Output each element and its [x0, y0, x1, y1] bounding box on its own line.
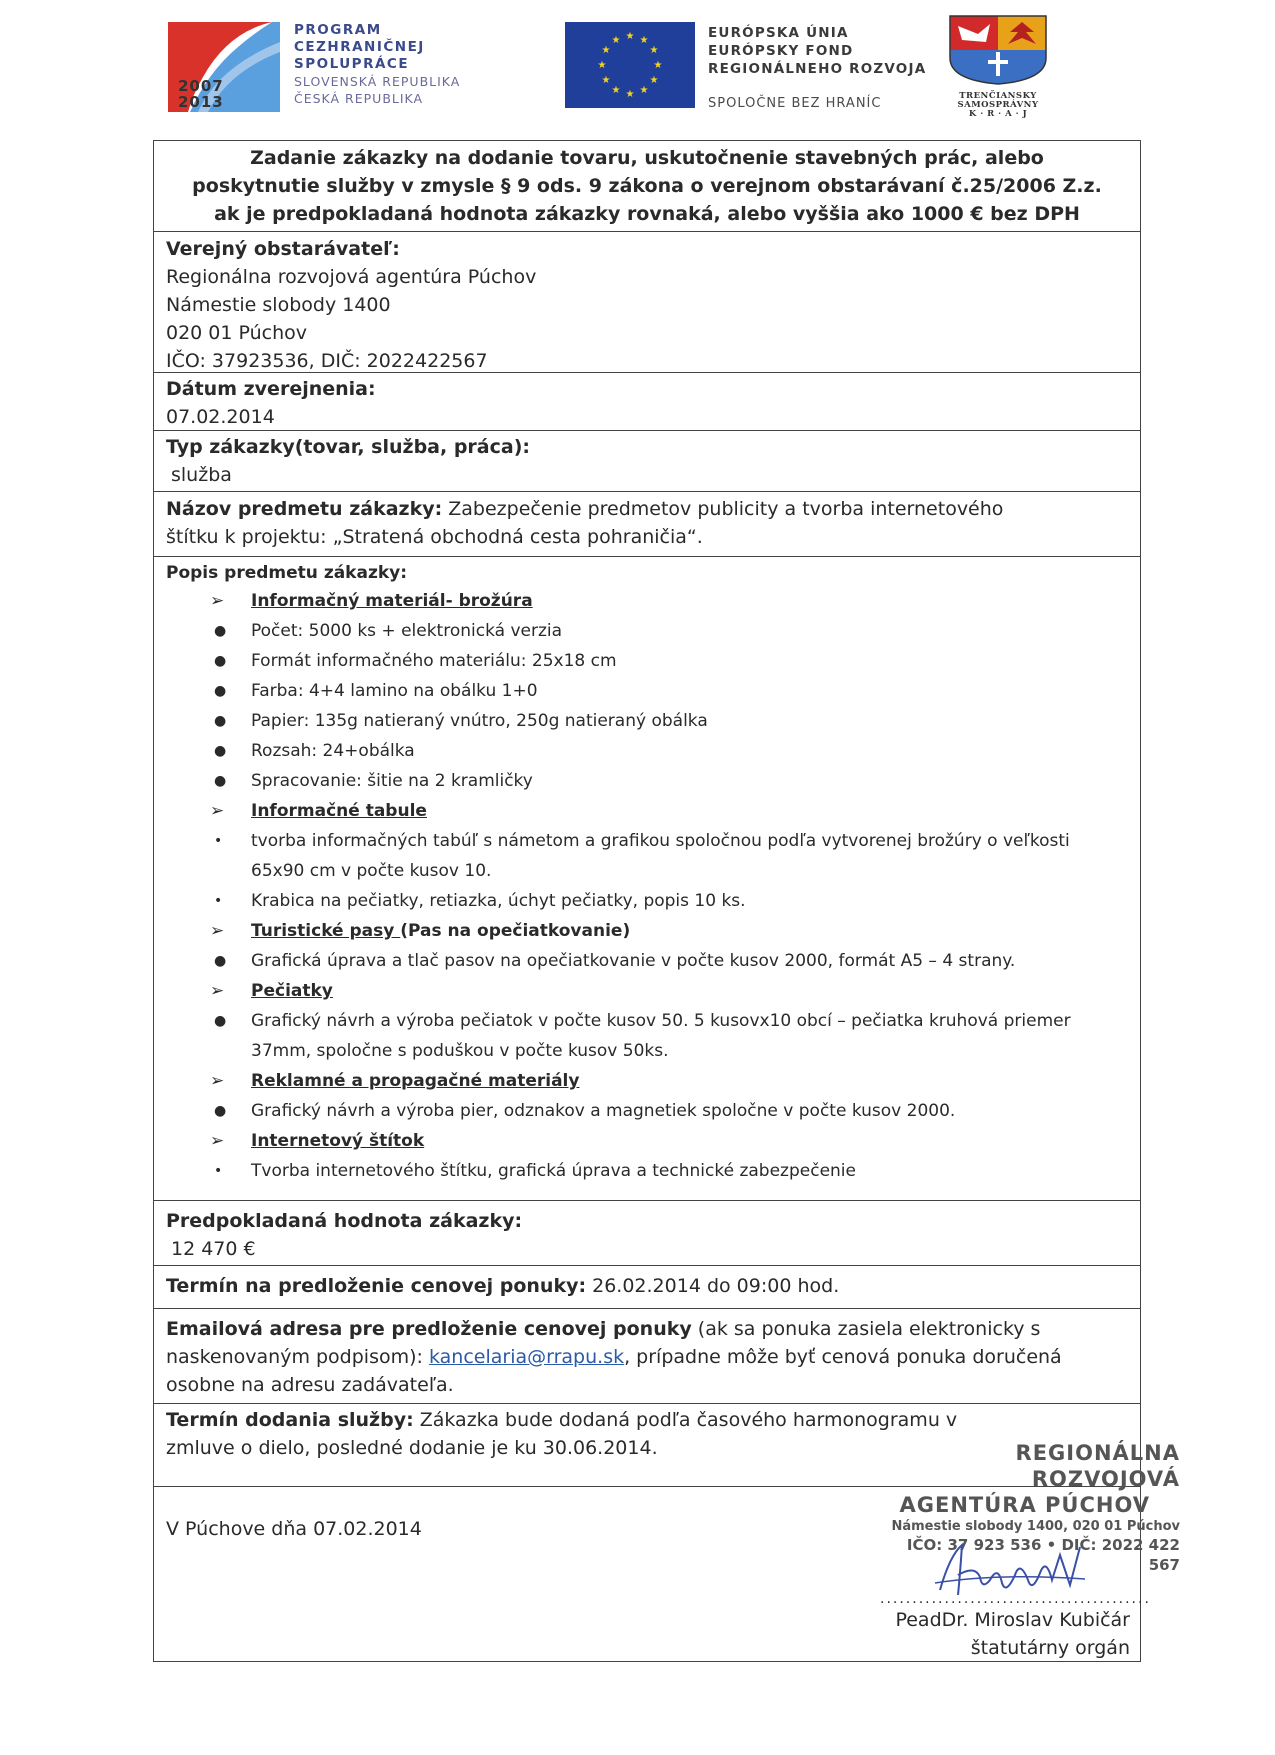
bullet-icon: • — [214, 833, 223, 849]
kraj-text — [948, 92, 1048, 119]
bullet-icon: ● — [214, 1103, 227, 1119]
obstaravatel-label: Verejný obstarávateľ: — [166, 238, 400, 260]
item-text: Tvorba internetového štítku, grafická úprava a technické zabezpečenie — [251, 1161, 856, 1181]
bullet-icon: ● — [214, 683, 227, 699]
eu-flag-icon — [565, 22, 695, 108]
bullet-icon: ● — [214, 653, 227, 669]
kraj-line1: TRENČIANSKY — [959, 91, 1037, 101]
kraj-line3: K · R · A · J — [968, 109, 1028, 119]
eu-line1: EURÓPSKA ÚNIA — [708, 25, 849, 41]
obstaravatel-ids: IČO: 37923536, DIČ: 2022422567 — [166, 350, 488, 372]
obstaravatel-street: Námestie slobody 1400 — [166, 294, 391, 316]
bullet-icon: • — [214, 1163, 223, 1179]
datum-label: Dátum zverejnenia: — [166, 378, 376, 400]
eu-logo — [565, 22, 965, 114]
list-item — [166, 1006, 1128, 1066]
section-heading — [166, 796, 1128, 826]
email-link[interactable]: kancelaria@rrapu.sk — [428, 1346, 625, 1368]
list-item — [166, 886, 1128, 916]
termin-ponuky-label: Termín na predloženie cenovej ponuky: — [166, 1275, 587, 1297]
program-logo — [168, 22, 508, 114]
kraj-logo — [948, 14, 1052, 124]
stamp-line3: Námestie slobody 1400, 020 01 Púchov — [891, 1519, 1180, 1534]
place-date: V Púchove dňa 07.02.2014 — [166, 1518, 422, 1540]
tender-form — [153, 140, 1151, 1662]
section-heading — [166, 586, 1128, 616]
svg-text:★: ★ — [611, 85, 621, 96]
item-text: Papier: 135g natieraný vnútro, 250g natieraný obálka — [251, 711, 708, 731]
kraj-coat-of-arms-icon — [948, 14, 1048, 86]
item-text: Formát informačného materiálu: 25x18 cm — [251, 651, 617, 671]
obstaravatel-name: Regionálna rozvojová agentúra Púchov — [166, 266, 537, 288]
nazov-value: Zabezpečenie predmetov publicity a tvorba internetového štítku k projektu: „Stratená obchodná cesta pohraničia“. — [166, 498, 1004, 548]
program-country2: ČESKÁ REPUBLIKA — [294, 91, 424, 106]
stamp-line2: AGENTÚRA PÚCHOV — [899, 1493, 1150, 1517]
signer-name: PeadDr. Miroslav Kubičár — [895, 1609, 1130, 1631]
nazov-label: Názov predmetu zákazky: — [166, 498, 443, 520]
item-text: Farba: 4+4 lamino na obálku 1+0 — [251, 681, 538, 701]
arrow-bullet-icon: ➢ — [210, 1071, 225, 1091]
form-title: Zadanie zákazky na dodanie tovaru, uskutočnenie stavebných prác, alebo poskytnutie služby v zmysle § 9 ods. 9 zákona o verejnom obstarávaní č.25/2006 Z.z. ak je predpokladaná hodnota zákazky rovnaká, alebo vyššia ako 1000 € bez DPH — [192, 147, 1102, 225]
termin-dodania-label: Termín dodania služby: — [166, 1409, 414, 1431]
bullet-icon: • — [214, 893, 223, 909]
list-item — [166, 1156, 1128, 1186]
termin-ponuky-value: 26.02.2014 do 09:00 hod. — [586, 1275, 840, 1297]
list-item — [166, 616, 1128, 646]
email-text-before: (ak sa ponuka zasiela elektronicky s naskenovaným podpisom): — [166, 1318, 1041, 1368]
signer-block — [880, 1591, 1151, 1662]
popis-list — [166, 586, 1128, 1186]
popis-row — [154, 557, 1140, 1201]
section-heading — [166, 1066, 1128, 1096]
list-item — [166, 736, 1128, 766]
obstaravatel-row — [154, 232, 1140, 373]
list-item — [166, 706, 1128, 736]
program-country1: SLOVENSKÁ REPUBLIKA — [294, 74, 461, 89]
list-item — [166, 826, 1128, 886]
program-year-start: 2007 — [178, 77, 224, 95]
stamp-line4: IČO: 37 923 536 • DIČ: 2022 422 567 — [906, 1536, 1180, 1574]
program-line1: PROGRAM — [294, 22, 382, 38]
bullet-icon: ● — [214, 953, 227, 969]
program-line3: SPOLUPRÁCE — [294, 56, 410, 72]
kraj-line2: SAMOSPRÁVNY — [957, 100, 1039, 110]
program-text — [294, 22, 460, 107]
item-text: Internetový štítok — [251, 1131, 425, 1151]
item-text: Krabica na pečiatky, retiazka, úchyt pečiatky, popis 10 ks. — [251, 891, 746, 911]
datum-value: 07.02.2014 — [166, 406, 275, 428]
item-text: Informačné tabule — [251, 801, 427, 821]
item-extra: (Pas na opečiatkovanie) — [400, 921, 631, 941]
item-text: Informačný materiál- brožúra — [251, 591, 533, 611]
list-item — [166, 766, 1128, 796]
email-label: Emailová adresa pre predloženie cenovej ponuky — [166, 1318, 692, 1340]
hodnota-label: Predpokladaná hodnota zákazky: — [166, 1210, 523, 1232]
email-text-after: , prípadne môže byť cenová ponuka doručená osobne na adresu zadávateľa. — [166, 1346, 1062, 1396]
arrow-bullet-icon: ➢ — [210, 801, 225, 821]
svg-text:★: ★ — [625, 89, 635, 100]
item-text: Grafická úprava a tlač pasov na opečiatkovanie v počte kusov 2000, formát A5 – 4 strany. — [251, 951, 1016, 971]
item-text: Reklamné a propagačné materiály — [251, 1071, 580, 1091]
program-line2: CEZHRANIČNEJ — [294, 39, 425, 55]
svg-text:★: ★ — [649, 75, 659, 86]
arrow-bullet-icon: ➢ — [210, 981, 225, 1001]
section-heading — [166, 1126, 1128, 1156]
list-item — [166, 946, 1128, 976]
svg-text:★: ★ — [601, 75, 611, 86]
svg-text:★: ★ — [597, 60, 607, 71]
svg-text:★: ★ — [639, 85, 649, 96]
arrow-bullet-icon: ➢ — [210, 921, 225, 941]
item-text: Počet: 5000 ks + elektronická verzia — [251, 621, 563, 641]
bullet-icon: ● — [214, 743, 227, 759]
typ-label: Typ zákazky(tovar, služba, práca): — [166, 436, 530, 458]
termin-ponuky-row — [154, 1266, 1140, 1309]
signer-role: štatutárny orgán — [970, 1637, 1130, 1659]
obstaravatel-city: 020 01 Púchov — [166, 322, 308, 344]
item-text: tvorba informačných tabúľ s námetom a grafikou spoločnou podľa vytvorenej brožúry o veľkosti 65x90 cm v počte kusov 10. — [251, 831, 1070, 881]
eu-line2: EURÓPSKY FOND — [708, 43, 854, 59]
hodnota-row — [154, 1201, 1140, 1266]
list-item — [166, 1096, 1128, 1126]
form-title-row — [154, 141, 1140, 232]
svg-text:★: ★ — [625, 31, 635, 42]
typ-row — [154, 431, 1140, 492]
svg-text:★: ★ — [649, 45, 659, 56]
popis-label: Popis predmetu zákazky: — [166, 563, 408, 583]
section-heading — [166, 916, 1128, 946]
bullet-icon: ● — [214, 773, 227, 789]
eu-slogan: SPOLOČNE BEZ HRANÍC — [708, 96, 882, 111]
nazov-row — [154, 492, 1140, 557]
bullet-icon: ● — [214, 1013, 227, 1029]
typ-value: služba — [171, 464, 232, 486]
eu-text — [708, 24, 926, 111]
svg-text:★: ★ — [611, 35, 621, 46]
item-text: Grafický návrh a výroba pier, odznakov a magnetiek spoločne v počte kusov 2000. — [251, 1101, 956, 1121]
eu-line3: REGIONÁLNEHO ROZVOJA — [708, 61, 927, 77]
list-item — [166, 646, 1128, 676]
item-text: Turistické pasy — [251, 921, 401, 941]
item-text: Spracovanie: šitie na 2 kramličky — [251, 771, 533, 791]
bullet-icon: ● — [214, 713, 227, 729]
item-text: Rozsah: 24+obálka — [251, 741, 415, 761]
item-text: Grafický návrh a výroba pečiatok v počte kusov 50. 5 kusovx10 obcí – pečiatka kruhová priemer 37mm, spoločne s poduškou v počte kusov 50ks. — [251, 1011, 1071, 1061]
svg-text:★: ★ — [639, 35, 649, 46]
section-heading — [166, 976, 1128, 1006]
program-years — [178, 78, 224, 110]
email-row — [154, 1309, 1140, 1404]
datum-row — [154, 373, 1140, 431]
stamp-line1: REGIONÁLNA ROZVOJOVÁ — [1015, 1441, 1180, 1491]
arrow-bullet-icon: ➢ — [210, 1131, 225, 1151]
program-year-end: 2013 — [178, 93, 224, 111]
item-text: Pečiatky — [251, 981, 333, 1001]
svg-text:★: ★ — [653, 60, 663, 71]
svg-text:★: ★ — [601, 45, 611, 56]
signature-line: .......................................... — [880, 1591, 1151, 1607]
hodnota-value: 12 470 € — [171, 1238, 256, 1260]
arrow-bullet-icon: ➢ — [210, 591, 225, 611]
termin-dodania-value: Zákazka bude dodaná podľa časového harmonogramu v zmluve o dielo, posledné dodanie je ku 30.06.2014. — [166, 1409, 958, 1459]
bullet-icon: ● — [214, 623, 227, 639]
list-item — [166, 676, 1128, 706]
